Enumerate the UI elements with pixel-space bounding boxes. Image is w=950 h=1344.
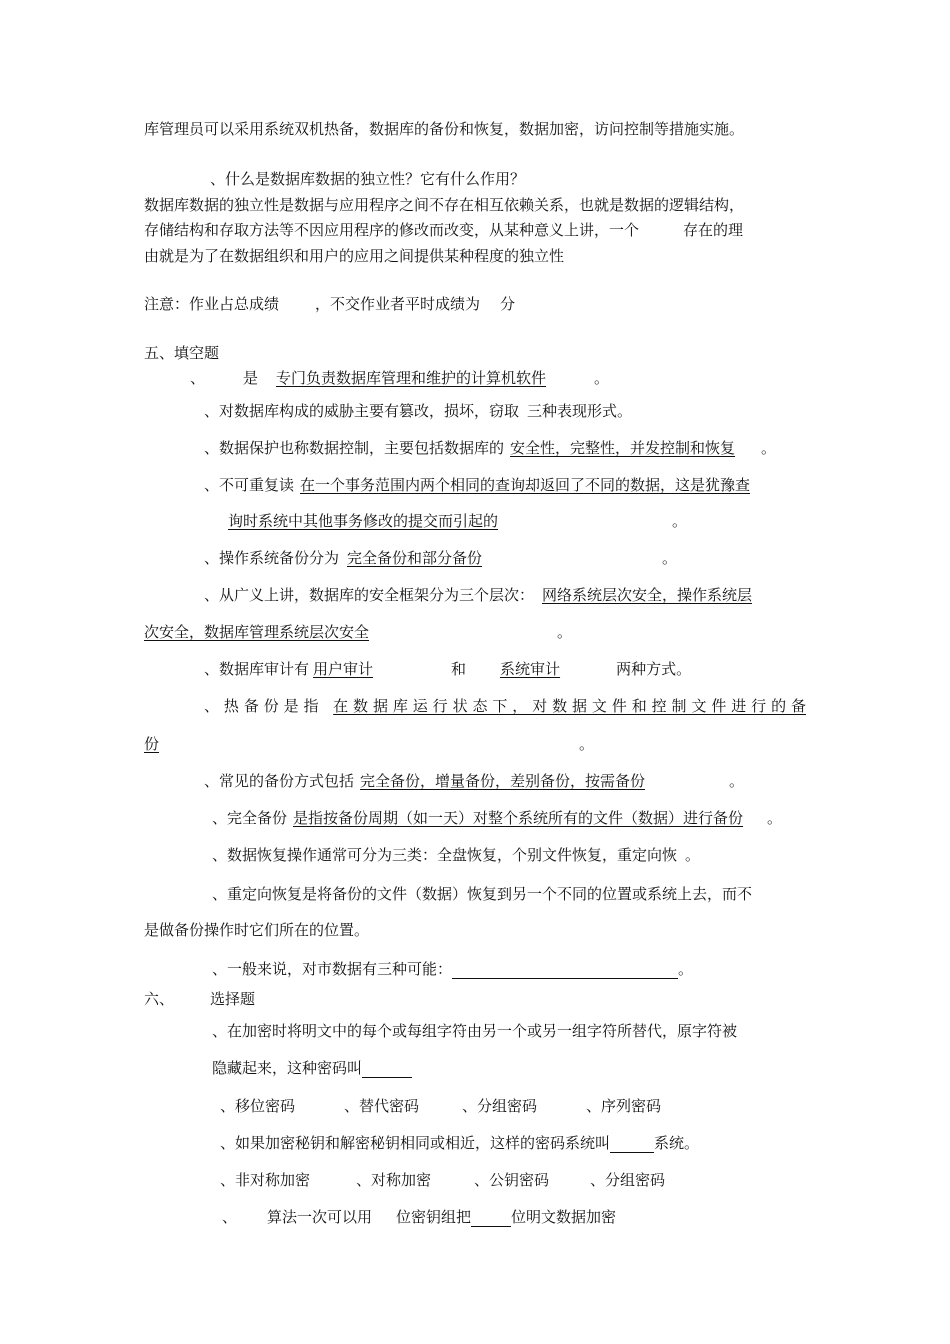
fill-item-3: [204, 438, 776, 458]
choice-question-3: [222, 1207, 616, 1227]
text-span: 、常见的备份方式包括: [204, 772, 355, 790]
fill-item-7: [204, 659, 691, 679]
text-span: ，不交作业者平时成绩为: [315, 295, 481, 313]
answer-text: [677, 846, 685, 864]
text-span: 位密钥组把: [396, 1208, 472, 1226]
text-span: 算法一次可以用: [267, 1208, 373, 1226]
option-c: 、分组密码: [462, 1097, 538, 1115]
option-d: 、分组密码: [590, 1171, 666, 1189]
fill-item-8: [204, 696, 806, 716]
choice-question-1: 、在加密时将明文中的每个或每组字符由另一个或另一组字符所替代，原字符被: [212, 1022, 738, 1040]
text-span: 。: [678, 960, 694, 978]
section-heading: 五、填空题: [144, 344, 220, 362]
answer-text: 完全备份，增量备份，差别备份，按需备份: [360, 772, 646, 790]
fill-item-6: [204, 585, 752, 605]
text-span: 。: [672, 512, 688, 530]
option-a: 、移位密码: [220, 1097, 296, 1115]
answer-text: [519, 402, 527, 420]
option-c: 、公钥密码: [474, 1171, 550, 1189]
text-span: 。: [579, 735, 595, 753]
fill-item-4-cont: [228, 511, 687, 531]
text-span: 隐藏起来，这种密码叫: [212, 1059, 363, 1077]
text-span: 。: [761, 439, 777, 457]
text-span: 三种表现形式。: [527, 402, 633, 420]
fill-item-10: [212, 808, 782, 828]
text-span: 。: [662, 549, 678, 567]
answer-text: 次安全，数据库管理系统层次安全: [144, 623, 370, 641]
answer-blank: [362, 1061, 412, 1078]
answer-text: 是指按备份周期（如一天）对整个系统所有的文件（数据）进行备份: [293, 809, 744, 827]
fill-item-1: [190, 368, 609, 388]
answer-text: 询时系统中其他事务修改的提交而引起的: [228, 512, 499, 530]
option-a: 、非对称加密: [220, 1171, 311, 1189]
text-span: 、热备份是指: [204, 697, 324, 715]
text-span: 、对数据库构成的威胁主要有篡改，损坏，窃取: [204, 402, 520, 420]
answer-blank: [452, 962, 678, 979]
answer-text: 安全性，完整性，并发控制和恢复: [510, 439, 736, 457]
fill-item-11: [212, 845, 700, 865]
text-span: 和: [451, 660, 467, 678]
text-span: 。: [767, 809, 783, 827]
text-span: 存储结构和存取方法等不因应用程序的修改而改变，从某种意义上讲，一个: [144, 221, 640, 239]
text-span: 六、: [144, 990, 175, 1008]
answer-text: 在数据库运行状态下，对数据文件和控制文件进行的备: [333, 697, 806, 715]
text-span: 。: [594, 369, 610, 387]
text-span: 、完全备份: [212, 809, 288, 827]
text-span: 、数据恢复操作通常可分为三类：全盘恢复，个别文件恢复，重定向恢: [212, 846, 678, 864]
text-span: 、不可重复读: [204, 476, 295, 494]
option-b: 、对称加密: [356, 1171, 432, 1189]
text-span: 、: [190, 369, 206, 387]
fill-item-4: [204, 475, 750, 495]
text-span: 、操作系统备份分为: [204, 549, 340, 567]
note-line: [144, 294, 515, 314]
answer-blank: [610, 1136, 654, 1153]
choice-question-1-cont: [212, 1058, 412, 1078]
answer-text: 在一个事务范围内两个相同的查询却返回了不同的数据，这是犹豫查: [300, 476, 751, 494]
fill-item-12-cont: 是做备份操作时它们所在的位置。: [144, 921, 370, 939]
text-span: 分: [500, 295, 516, 313]
text-span: 。: [729, 772, 745, 790]
fill-item-8-cont: [144, 734, 594, 754]
fill-item-6-cont: [144, 622, 572, 642]
fill-item-5: [204, 548, 677, 568]
text-span: 存在的理: [683, 221, 744, 239]
text-span: 、从广义上讲，数据库的安全框架分为三个层次：: [204, 586, 535, 604]
text-span: 两种方式。: [616, 660, 692, 678]
fill-item-9: [204, 771, 744, 791]
text-span: 、数据库审计有: [204, 660, 310, 678]
text-span: 、一般来说，对市数据有三种可能：: [212, 960, 453, 978]
option-b: 、替代密码: [344, 1097, 420, 1115]
text-span: 是: [243, 369, 259, 387]
question-heading: 、什么是数据库数据的独立性？它有什么作用？: [210, 170, 526, 188]
text-span: 注意：作业占总成绩: [144, 295, 280, 313]
choice-question-2: [220, 1133, 699, 1153]
text-span: 位明文数据加密: [511, 1208, 617, 1226]
text-span: 、数据保护也称数据控制，主要包括数据库的: [204, 439, 505, 457]
section-heading: [144, 989, 255, 1009]
text-span: 、如果加密秘钥和解密秘钥相同或相近，这样的密码系统叫: [220, 1134, 611, 1152]
text-line: [144, 220, 743, 240]
fill-item-12: 、重定向恢复是将备份的文件（数据）恢复到另一个不同的位置或系统上去，而不: [212, 885, 753, 903]
fill-item-2: [204, 401, 632, 421]
answer-text: 系统审计: [500, 660, 561, 678]
text-span: 选择题: [210, 990, 256, 1008]
text-line: 由就是为了在数据组织和用户的应用之间提供某种程度的独立性: [144, 247, 565, 265]
answer-text: 用户审计: [313, 660, 374, 678]
answer-text: 专门负责数据库管理和维护的计算机软件: [276, 369, 547, 387]
text-line: 数据库数据的独立性是数据与应用程序之间不存在相互依赖关系，也就是数据的逻辑结构，: [144, 196, 745, 214]
text-line: 库管理员可以采用系统双机热备，数据库的备份和恢复，数据加密，访问控制等措施实施。: [144, 120, 745, 138]
answer-blank: [471, 1210, 511, 1227]
fill-item-13: [212, 959, 693, 979]
answer-text: 完全备份和部分备份: [347, 549, 483, 567]
text-span: 。: [685, 846, 701, 864]
answer-text: 网络系统层次安全，操作系统层: [542, 586, 753, 604]
answer-text: 份: [144, 735, 160, 753]
text-span: 。: [557, 623, 573, 641]
option-d: 、序列密码: [586, 1097, 662, 1115]
text-span: 系统。: [654, 1134, 700, 1152]
text-span: 、: [222, 1208, 238, 1226]
